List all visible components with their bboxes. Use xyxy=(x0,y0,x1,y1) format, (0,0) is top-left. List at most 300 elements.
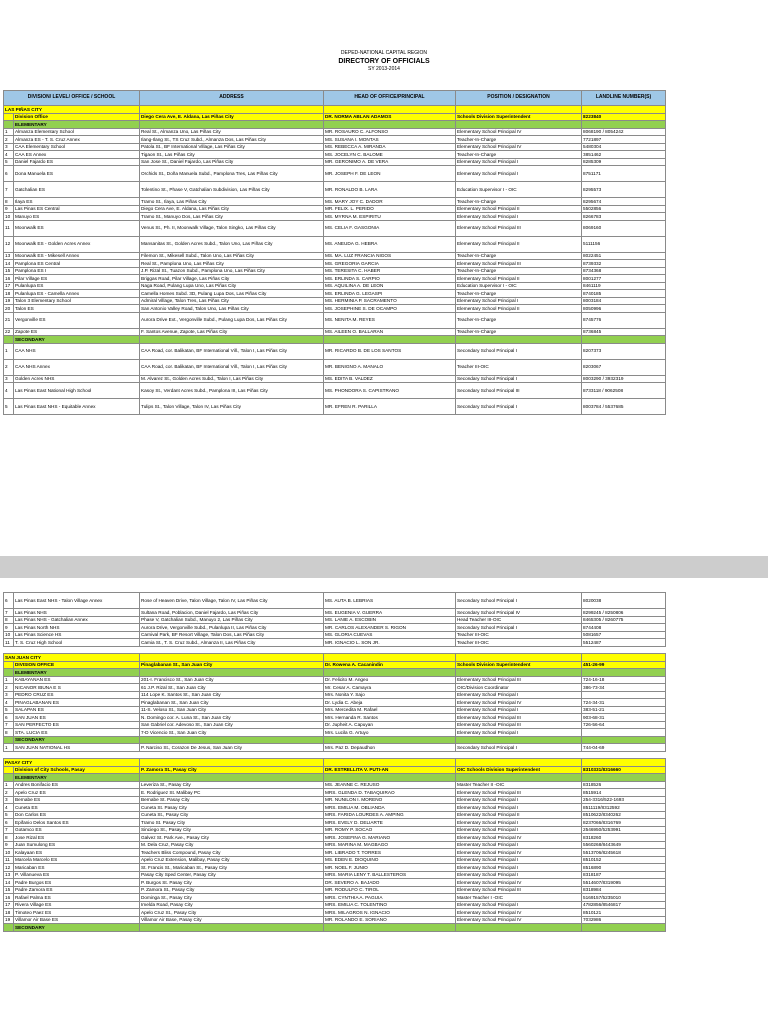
landline: 7721897 xyxy=(582,136,666,144)
position: Secondary School Principal I xyxy=(456,375,582,383)
row-number: 13 xyxy=(4,871,14,879)
head-name: MS. CELIA F. GASGONIA xyxy=(324,220,456,236)
school-address: Teachers Bliss Compound, Pasay City xyxy=(140,849,324,857)
head-name: MS. MARY JOY C. DADOR xyxy=(324,198,456,206)
landline: 8510121 xyxy=(582,909,666,917)
table-row xyxy=(4,706,666,714)
row-number: 16 xyxy=(4,275,14,283)
school-name: Marcela Marcelo ES xyxy=(14,856,140,864)
head-name: MS. JOSEPHINE S. DE OCAMPO xyxy=(324,305,456,313)
school-name: Gatchalian ES xyxy=(14,182,140,198)
office-landline: 8310331/8316660 xyxy=(582,766,666,774)
school-name: Timoteo Paez ES xyxy=(14,909,140,917)
empty-cell xyxy=(140,654,324,662)
school-name: Las Pinas East NHS - Equitable Annex xyxy=(14,399,140,415)
position: Elementary School Principal IV xyxy=(456,879,582,887)
landline: 8510622/8340262 xyxy=(582,811,666,819)
landline: 8318526 xyxy=(582,781,666,789)
position: Teacher-In-Charge xyxy=(456,136,582,144)
row-number: 2 xyxy=(4,136,14,144)
row-number: 22 xyxy=(4,328,14,336)
table-row xyxy=(4,375,666,383)
table-row xyxy=(4,834,666,842)
empty-cell xyxy=(4,766,14,774)
row-number: 15 xyxy=(4,267,14,275)
school-name: P. Villanueva ES xyxy=(14,871,140,879)
empty-cell xyxy=(4,736,14,744)
school-name: CAA NHS xyxy=(14,343,140,359)
school-name: Moonwalk ES xyxy=(14,220,140,236)
level-row xyxy=(4,924,666,932)
table-row xyxy=(4,143,666,151)
row-number: 9 xyxy=(4,205,14,213)
table-row xyxy=(4,871,666,879)
table-row xyxy=(4,282,666,290)
row-number: 7 xyxy=(4,182,14,198)
school-name: SAN JUAN ES xyxy=(14,714,140,722)
row-number: 20 xyxy=(4,305,14,313)
head-name: MS. JOCELYN C. BALOME xyxy=(324,151,456,159)
position: Elementary School Principal I xyxy=(456,691,582,699)
head-name: MS. NENITA M. REYES xyxy=(324,312,456,328)
landline: 744-04-69 xyxy=(582,744,666,752)
school-address: 11-S. Veloso St., San Juan City xyxy=(140,706,324,714)
position: Teacher-In-Charge xyxy=(456,328,582,336)
table-row xyxy=(4,849,666,857)
school-address: P. Zamora St., Pasay City xyxy=(140,886,324,894)
school-name: SAN JUAN NATIONAL HS xyxy=(14,744,140,752)
school-name: STA. LUCIA ES xyxy=(14,729,140,737)
row-number: 3 xyxy=(4,375,14,383)
landline: 3851462 xyxy=(582,151,666,159)
school-address: P. Narciso St., Corazon De Jesus, San Juan City xyxy=(140,744,324,752)
school-address: 7-D Vicencio St., San Juan City xyxy=(140,729,324,737)
head-name: Mrs. Nonita Y. Sajo xyxy=(324,691,456,699)
head-name: MR. RONALDO B. LARA xyxy=(324,182,456,198)
landline: 8465305 / 8260775 xyxy=(582,616,666,624)
table-row xyxy=(4,894,666,902)
landline: 8744408 xyxy=(582,624,666,632)
head-name: MS. MYRNA M. ESPIRITU xyxy=(324,213,456,221)
school-name: Las Pinas NHS xyxy=(14,609,140,617)
head-name: MS. EDITA B. VALDEZ xyxy=(324,375,456,383)
empty-cell xyxy=(140,774,324,782)
level-row xyxy=(4,774,666,782)
table-row xyxy=(4,305,666,313)
school-address: Pasay City Sped Center, Pasay City xyxy=(140,871,324,879)
table-row xyxy=(4,252,666,260)
school-name: Jose Rizal ES xyxy=(14,834,140,842)
school-name: Andres Bonifacio ES xyxy=(14,781,140,789)
table-row xyxy=(4,328,666,336)
row-number: 9 xyxy=(4,841,14,849)
school-name: Zapote ES xyxy=(14,328,140,336)
empty-cell xyxy=(582,736,666,744)
school-name: Kalayaan ES xyxy=(14,849,140,857)
row-number: 19 xyxy=(4,297,14,305)
school-address: Tramo St. Pasay City xyxy=(140,819,324,827)
school-name: SALAPAN ES xyxy=(14,706,140,714)
school-name: Epifanio Delos Santos ES xyxy=(14,819,140,827)
school-name: Rafael Palma ES xyxy=(14,894,140,902)
table-row xyxy=(4,886,666,894)
table-row xyxy=(4,260,666,268)
landline: 8266783 xyxy=(582,213,666,221)
row-number: 1 xyxy=(4,781,14,789)
office-address: Diego Cera Ave, E. Aldana, Las Piñas City xyxy=(140,113,324,121)
row-number: 14 xyxy=(4,260,14,268)
head-name: MS. SUSANA I. MONTAS xyxy=(324,136,456,144)
head-name: MR. NUNILON I. MORENO xyxy=(324,796,456,804)
office-name: Division of City Schools, Pasay xyxy=(14,766,140,774)
school-address: Camella Homes Subd. 3D, Pulang Lupa Dos, Las Piñas City xyxy=(140,290,324,298)
row-number: 3 xyxy=(4,796,14,804)
column-header: DIVISION/ LEVEL/ OFFICE / SCHOOL xyxy=(4,91,140,106)
school-address: Tramo St., Manuyo Dos, Las Piñas City xyxy=(140,213,324,221)
school-name: Daniel Fajardo ES xyxy=(14,158,140,166)
head-name: MS. AUTA B. LEBRIAS xyxy=(324,593,456,609)
school-address: Tigaon St., Las Piñas City xyxy=(140,151,324,159)
landline: 383-51-21 xyxy=(582,706,666,714)
table-row xyxy=(4,166,666,182)
school-address: 201-I. Francisco St., San Juan City xyxy=(140,676,324,684)
empty-cell xyxy=(456,774,582,782)
head-name: MS. ERLINDA S. CARPIO xyxy=(324,275,456,283)
school-address: Sinciego St., Pasay City xyxy=(140,826,324,834)
row-number: 17 xyxy=(4,901,14,909)
head-name: MS. AILEEN O. BALLARAN xyxy=(324,328,456,336)
position: Secondary School Principal I xyxy=(456,624,582,632)
table-row xyxy=(4,714,666,722)
level-row xyxy=(4,121,666,129)
position: Elementary School Principal I xyxy=(456,729,582,737)
row-number: 15 xyxy=(4,886,14,894)
table-row xyxy=(4,399,666,415)
landline: 8003784 / 5537685 xyxy=(582,399,666,415)
landline: 8734368 xyxy=(582,267,666,275)
table-row xyxy=(4,624,666,632)
position: Elementary School Principal II xyxy=(456,811,582,819)
head-name: MR. GERONIMO A. DE VERA xyxy=(324,158,456,166)
table-row xyxy=(4,721,666,729)
head-name: MS. TERESITA C. HABER xyxy=(324,267,456,275)
empty-cell xyxy=(456,669,582,677)
landline: 4782856/8546817 xyxy=(582,901,666,909)
school-name: Manuyo ES xyxy=(14,213,140,221)
school-name: Rivera Village ES xyxy=(14,901,140,909)
table-row xyxy=(4,383,666,399)
empty-cell xyxy=(324,669,456,677)
table-row xyxy=(4,220,666,236)
landline: 5480304 xyxy=(582,143,666,151)
office-head: Dr. Rowena A. Cacanindin xyxy=(324,661,456,669)
school-address: Pinaglabanan St., San Juan City xyxy=(140,699,324,707)
position: Elementary School Principal I xyxy=(456,166,582,182)
table-row xyxy=(4,856,666,864)
level-name: SECONDARY xyxy=(14,736,140,744)
table-row xyxy=(4,213,666,221)
head-name: MR. BENIGNO A. MANALO xyxy=(324,359,456,375)
landline: 8318187 xyxy=(582,871,666,879)
school-address: Camia St., T. S. Cruz Subd., Almanza II, Las Piñas City xyxy=(140,639,324,647)
school-address: San Gabriel cor. Adevoso St., San Juan City xyxy=(140,721,324,729)
head-name: MR. RICARDO B. DE LOS SANTOS xyxy=(324,343,456,359)
head-name: MS. ERLINDA G. LEGASPI xyxy=(324,290,456,298)
table-row xyxy=(4,198,666,206)
landline: 8740185 xyxy=(582,290,666,298)
table-row xyxy=(4,781,666,789)
landline: 8745776 xyxy=(582,312,666,328)
row-number: 9 xyxy=(4,624,14,632)
empty-cell xyxy=(4,113,14,121)
table-row xyxy=(4,609,666,617)
position: Elementary School Principal I xyxy=(456,213,582,221)
empty-cell xyxy=(582,106,666,114)
school-address: Imelda Road, Pasay City xyxy=(140,901,324,909)
position: Secondary School Principal I xyxy=(456,343,582,359)
head-name: MS. AQUILINA A. DE LEON xyxy=(324,282,456,290)
table-row xyxy=(4,729,666,737)
row-number: 2 xyxy=(4,359,14,375)
landline: 5502856 xyxy=(582,205,666,213)
head-name: MS. MA. LUZ FRANCIA NIGOS xyxy=(324,252,456,260)
table-row xyxy=(4,916,666,924)
school-name: Cuneta ES xyxy=(14,804,140,812)
landline: 8511119/8312592 xyxy=(582,804,666,812)
head-name: MRS. MILAGROS N. IGNACIO xyxy=(324,909,456,917)
school-address: CAA Road, cor. Balikatan, BF International Vill., Talon I, Las Piñas City xyxy=(140,359,324,375)
school-name: Maricaban ES xyxy=(14,864,140,872)
school-address: Galvez St. Park Ave., Pasay City xyxy=(140,834,324,842)
region-name: SAN JUAN CITY xyxy=(4,654,140,662)
empty-cell xyxy=(4,924,14,932)
school-address: Cuneta St., Pasay City xyxy=(140,811,324,819)
head-name: MS. JEANNE C. REJUSO xyxy=(324,781,456,789)
head-name: MS. EDEN E. DIOQUINO xyxy=(324,856,456,864)
table-row xyxy=(4,901,666,909)
table-row xyxy=(4,158,666,166)
row-number: 11 xyxy=(4,856,14,864)
school-name: Moonwalk ES - Mikesell Annex xyxy=(14,252,140,260)
empty-cell xyxy=(582,121,666,129)
landline: 5111156 xyxy=(582,236,666,252)
row-number: 4 xyxy=(4,699,14,707)
row-number: 8 xyxy=(4,834,14,842)
school-name: Las Pinas ES Central xyxy=(14,205,140,213)
landline: 8751171 xyxy=(582,166,666,182)
position: Teacher-In-Charge xyxy=(456,198,582,206)
school-address: San Jose St., Daniel Fajardo, Las Piñas City xyxy=(140,158,324,166)
spacer-cell xyxy=(4,646,666,654)
table-row xyxy=(4,796,666,804)
school-address: Admiral Village, Talon Tres, Las Piñas City xyxy=(140,297,324,305)
position: Elementary School Principal IV xyxy=(456,916,582,924)
landline: 8295674 xyxy=(582,198,666,206)
region-name: LAS PIÑAS CITY xyxy=(4,106,140,114)
office-name: DIVISION OFFICE xyxy=(14,661,140,669)
row-number: 11 xyxy=(4,639,14,647)
school-address: Apelo Cruz Extension, Malibay, Pasay City xyxy=(140,856,324,864)
school-address: Real St., Pamplona Uno, Las Piñas City xyxy=(140,260,324,268)
school-address: Aurora Drive, Vergonville Subd., Pulanlupa II, Las Piñas City xyxy=(140,624,324,632)
table-row xyxy=(4,136,666,144)
school-address: Mansanitas St., Golden Acres Subd., Talon Uno, Las Piñas City xyxy=(140,236,324,252)
landline: 254-3316/522-1693 xyxy=(582,796,666,804)
row-number: 6 xyxy=(4,819,14,827)
position: Elementary School Principal III xyxy=(456,714,582,722)
empty-cell xyxy=(324,736,456,744)
empty-cell xyxy=(140,106,324,114)
empty-cell xyxy=(324,106,456,114)
position: Elementary School Principal I xyxy=(456,826,582,834)
position: Elementary School Principal I xyxy=(456,819,582,827)
school-address: Dominga St., Pasay City xyxy=(140,894,324,902)
school-address: Patola St., BF International Village, Las Piñas City xyxy=(140,143,324,151)
position: Elementary School Principal I xyxy=(456,804,582,812)
position: Elementary School Principal I xyxy=(456,841,582,849)
head-name: MRS. MARINA M. MAGBAGO xyxy=(324,841,456,849)
school-name: Pamplona ES Central xyxy=(14,260,140,268)
head-name: MR. JOSEPH F. DE LEON xyxy=(324,166,456,182)
head-name: Dr. Jupheit A. Capuyan xyxy=(324,721,456,729)
directory-page-2 xyxy=(0,578,768,1024)
row-number: 13 xyxy=(4,252,14,260)
school-year: SY 2013-2014 xyxy=(368,66,400,72)
school-address: Leveriza St., Pasay City xyxy=(140,781,324,789)
level-name: ELEMENTARY xyxy=(14,669,140,677)
school-name: Vergonville ES xyxy=(14,312,140,328)
landline: 7032986 xyxy=(582,916,666,924)
region-row xyxy=(4,759,666,767)
landline: 5514607/8319095 xyxy=(582,879,666,887)
position: Secondary School Principal I xyxy=(456,399,582,415)
landline: 8069160 xyxy=(582,220,666,236)
landline: 8237066/8316769 xyxy=(582,819,666,827)
school-name: Padre Burgos ES xyxy=(14,879,140,887)
landline: 903-68-31 xyxy=(582,714,666,722)
position: Education Supervisor I - OIC xyxy=(456,282,582,290)
school-address: Apelo Cruz St., Pasay City xyxy=(140,909,324,917)
position: Elementary School Principal IV xyxy=(456,143,582,151)
position: Teacher III-OIC xyxy=(456,639,582,647)
school-name: Juan Sumulong ES xyxy=(14,841,140,849)
head-name: MRS. EVELY D. DELIARTE xyxy=(324,819,456,827)
directory-table xyxy=(3,592,666,932)
office-position: Schools Division Superintendent xyxy=(456,661,582,669)
head-name: MS. ANEUDA G. HEBRA xyxy=(324,236,456,252)
school-address: Rose of Heaven Drive, Talon Village, Talon IV, Las Piñas City xyxy=(140,593,324,609)
head-name: MRS. JOSEFINA G. MARIANO xyxy=(324,834,456,842)
school-name: Golden Acres NHS xyxy=(14,375,140,383)
school-address: N. Domingo cor. A. Luna St., San Juan City xyxy=(140,714,324,722)
position: Elementary School Principal I xyxy=(456,901,582,909)
school-address: M. Dela Cruz, Pasay City xyxy=(140,841,324,849)
position: Secondary School Principal III xyxy=(456,383,582,399)
table-row xyxy=(4,267,666,275)
table-row xyxy=(4,804,666,812)
head-name: DR. SEVERO A. BAJADO xyxy=(324,879,456,887)
office-landline: 451-26-99 xyxy=(582,661,666,669)
school-name: Las Pinas Science HS xyxy=(14,631,140,639)
empty-cell xyxy=(582,669,666,677)
position: Teacher-In-Charge xyxy=(456,252,582,260)
position: Elementary School Principal I xyxy=(456,706,582,714)
school-name: CAA ES Annex xyxy=(14,151,140,159)
school-address: Bernabe St. Pasay City xyxy=(140,796,324,804)
position: Teacher III-OIC xyxy=(456,359,582,375)
position: Master Teacher II -OIC xyxy=(456,781,582,789)
level-row xyxy=(4,336,666,344)
landline: 386-73-34 xyxy=(582,684,666,692)
position: Elementary School Principal I xyxy=(456,871,582,879)
landline: 8736845 xyxy=(582,328,666,336)
head-name: MRS. FARIDA LOURDES A. AMPING xyxy=(324,811,456,819)
school-name: Padre Zamora ES xyxy=(14,886,140,894)
school-name: Don Carlos ES xyxy=(14,811,140,819)
position: Elementary School Principal III xyxy=(456,220,582,236)
office-position: OIC Schools Division Superintendent xyxy=(456,766,582,774)
empty-cell xyxy=(456,336,582,344)
region-name: PASAY CITY xyxy=(4,759,140,767)
school-address: Tulips St., Talon Village, Talon IV, Las Piñas City xyxy=(140,399,324,415)
position: Elementary School Principal II xyxy=(456,275,582,283)
landline: 8003290 / 3932319 xyxy=(582,375,666,383)
head-name: Mr. Cesar A. Camayra xyxy=(324,684,456,692)
row-number: 3 xyxy=(4,691,14,699)
row-number: 17 xyxy=(4,282,14,290)
school-address: F. Santos Avenue, Zapote, Las Piñas City xyxy=(140,328,324,336)
office-name: Division Office xyxy=(14,113,140,121)
empty-cell xyxy=(582,774,666,782)
row-number: 1 xyxy=(4,343,14,359)
empty-cell xyxy=(140,336,324,344)
empty-cell xyxy=(582,759,666,767)
office-head: DR. ESTRELLITA V. PUTI-AN xyxy=(324,766,456,774)
school-name: Dona Manuela ES xyxy=(14,166,140,182)
row-number: 18 xyxy=(4,290,14,298)
position: Teacher-In-Charge xyxy=(456,267,582,275)
table-row xyxy=(4,236,666,252)
landline: 724-34-31 xyxy=(582,699,666,707)
head-name: MR. LIBRADO T. TORRES xyxy=(324,849,456,857)
office-position: Schools Division Superintendent xyxy=(456,113,582,121)
division-office-row xyxy=(4,113,666,121)
position: Secondary School Principal I xyxy=(456,593,582,609)
level-row xyxy=(4,669,666,677)
row-number: 7 xyxy=(4,609,14,617)
level-name: SECONDARY xyxy=(14,924,140,932)
table-row xyxy=(4,699,666,707)
table-row xyxy=(4,631,666,639)
position: Elementary School Principal I xyxy=(456,297,582,305)
position: Elementary School Principal III xyxy=(456,721,582,729)
position: Elementary School Principal IV xyxy=(456,128,582,136)
head-name: MS. GLORIA CUEVAS xyxy=(324,631,456,639)
position: Elementary School Principal IV xyxy=(456,849,582,857)
school-address: Ilang-Ilang St., TS Cruz Subd., Almanza Dos, Las Piñas City xyxy=(140,136,324,144)
table-row xyxy=(4,359,666,375)
table-row xyxy=(4,205,666,213)
row-number: 12 xyxy=(4,236,14,252)
row-number: 3 xyxy=(4,143,14,151)
empty-cell xyxy=(456,121,582,129)
position: Elementary School Principal IV xyxy=(456,834,582,842)
table-row xyxy=(4,744,666,752)
row-number: 1 xyxy=(4,128,14,136)
table-row xyxy=(4,343,666,359)
school-address: 114 Lope K. Santos St., San Juan City xyxy=(140,691,324,699)
empty-cell xyxy=(456,106,582,114)
